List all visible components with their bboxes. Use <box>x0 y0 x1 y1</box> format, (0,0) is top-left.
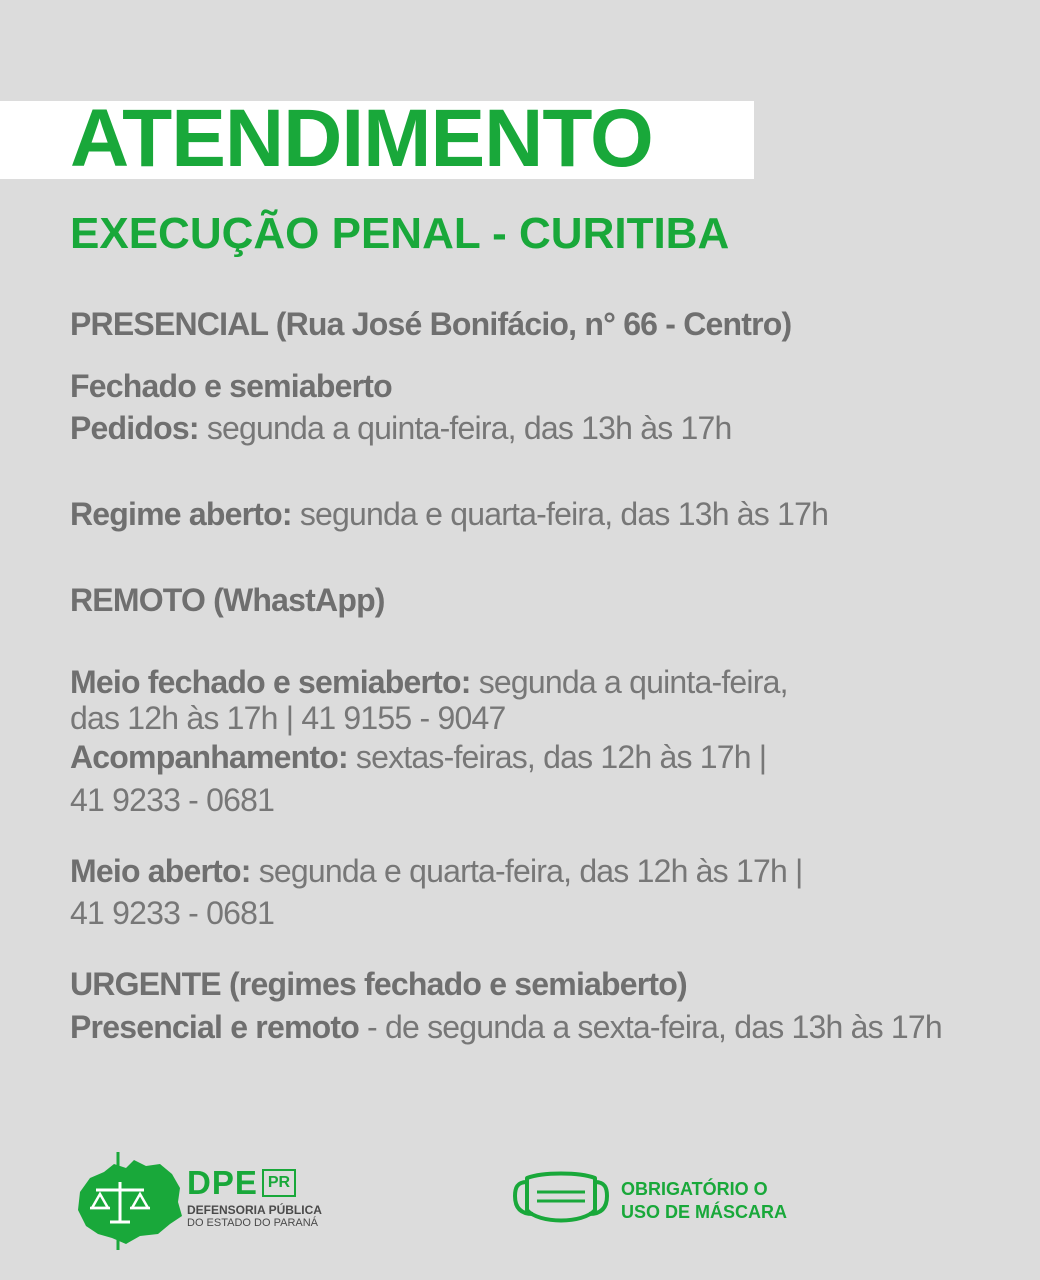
acompanhamento-phone: 41 9233 - 0681 <box>70 782 275 818</box>
meio-aberto-phone: 41 9233 - 0681 <box>70 895 275 931</box>
mask-line-1: OBRIGATÓRIO O <box>621 1179 768 1199</box>
page-subtitle: EXECUÇÃO PENAL - CURITIBA <box>70 209 730 258</box>
remoto-heading: REMOTO (WhastApp) <box>70 582 385 618</box>
meio-aberto-label: Meio aberto: <box>70 853 251 889</box>
regime-label: Regime aberto: <box>70 496 292 532</box>
estado-label: DO ESTADO DO PARANÁ <box>187 1217 319 1229</box>
pedidos-line <box>70 408 732 448</box>
pr-badge: PR <box>262 1169 296 1197</box>
dpe-label: DPE <box>187 1164 258 1201</box>
pedidos-label: Pedidos: <box>70 410 199 446</box>
meio-aberto-line <box>70 851 803 891</box>
mask-notice <box>621 1178 787 1224</box>
face-mask-icon <box>513 1168 609 1228</box>
urgente-text: - de segunda a sexta-feira, das 13h às 17h <box>358 1009 942 1045</box>
acompanhamento-text: sextas-feiras, das 12h às 17h | <box>347 739 767 775</box>
meio-fechado-line-2: das 12h às 17h | 41 9155 - 9047 <box>70 700 506 736</box>
page-title: ATENDIMENTO <box>70 93 653 184</box>
regime-aberto-line <box>70 494 828 534</box>
acompanhamento-label: Acompanhamento: <box>70 739 348 775</box>
meio-aberto-text: segunda e quarta-feira, das 12h às 17h | <box>250 853 803 889</box>
mask-line-2: USO DE MÁSCARA <box>621 1202 788 1222</box>
presencial-heading: PRESENCIAL (Rua José Bonifácio, n° 66 - Centro) <box>70 306 792 342</box>
defensoria-label: DEFENSORIA PÚBLICA <box>187 1203 322 1217</box>
meio-fechado-text: segunda a quinta-feira, <box>470 664 788 700</box>
acompanhamento-line <box>70 737 766 777</box>
regime-text: segunda e quarta-feira, das 13h às 17h <box>291 496 829 532</box>
fechado-heading: Fechado e semiaberto <box>70 368 392 404</box>
meio-fechado-line <box>70 662 788 702</box>
meio-fechado-label: Meio fechado e semiaberto: <box>70 664 471 700</box>
urgente-heading: URGENTE (regimes fechado e semiaberto) <box>70 966 687 1002</box>
pedidos-text: segunda a quinta-feira, das 13h às 17h <box>198 410 732 446</box>
urgente-label: Presencial e remoto <box>70 1009 359 1045</box>
urgente-line <box>70 1007 942 1047</box>
dpe-brand <box>187 1166 322 1229</box>
